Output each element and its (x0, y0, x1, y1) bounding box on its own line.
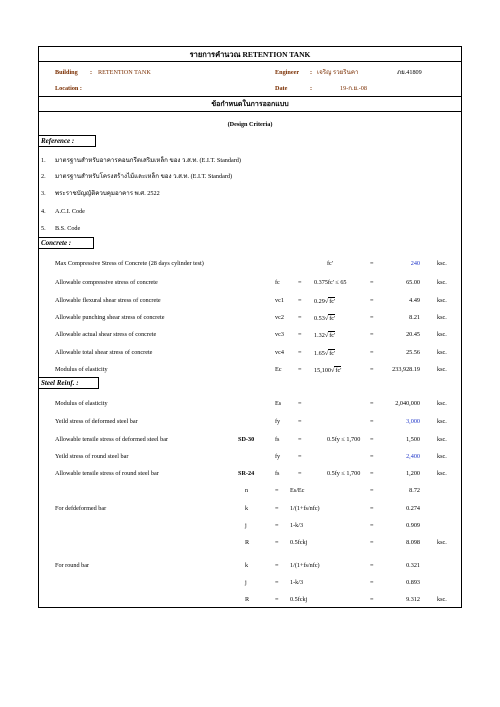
ratio-symbol: n (245, 487, 249, 494)
criteria-title-en: (Design Criteria) (227, 121, 273, 128)
divider (38, 111, 462, 112)
concrete-heading: Concrete : (38, 237, 94, 249)
concrete-symbol: Ec (275, 366, 282, 373)
divider (38, 96, 462, 97)
steel-value: 2,040,000 (395, 400, 420, 407)
steel-grade: SD-30 (238, 436, 255, 443)
steel-desc: Allowable tensile stress of round steel bar (55, 470, 159, 477)
unit-label: ksc. (437, 366, 447, 373)
sqrt-fc-term: fc' (329, 298, 336, 305)
steel-desc: Modulus of elasticity (55, 400, 108, 407)
factor-value: 8.098 (406, 539, 420, 546)
reference-heading: Reference : (38, 135, 96, 147)
sqrt-fc-term: fc' (335, 367, 342, 374)
reference-item: พระราชบัญญัติควบคุมอาคาร พ.ศ. 2522 (55, 190, 160, 197)
building-label: Building (55, 69, 78, 76)
concrete-desc: Allowable compressive stress of concrete (55, 279, 158, 286)
factor-value: 9.312 (406, 596, 420, 603)
equals-sign: = (370, 349, 374, 356)
steel-symbol: fs (275, 470, 280, 477)
equals-sign: = (298, 349, 302, 356)
equals-sign: = (298, 366, 302, 373)
concrete-formula: 15,100√fc' (314, 367, 342, 374)
steel-value: 3,000 (406, 418, 420, 425)
sheet-title: รายการคำนวณ RETENTION TANK (189, 50, 311, 59)
equals-sign: = (275, 487, 279, 494)
equals-sign: = (370, 522, 374, 529)
steel-symbol: fy (275, 418, 281, 425)
engineer-colon: : (310, 69, 313, 76)
equals-sign: = (370, 436, 374, 443)
steel-formula: 0.5fy ≤ 1,700 (327, 436, 361, 443)
building-value: RETENTION TANK (98, 69, 151, 76)
unit-label: ksc. (437, 279, 447, 286)
equals-sign: = (370, 596, 374, 603)
divider (38, 61, 462, 62)
unit-label: ksc. (437, 331, 447, 338)
equals-sign: = (298, 297, 302, 304)
reference-item: มาตรฐานสำหรับโครงสร้างไม้และเหล็ก ของ ว.ส.ท. (E.I.T. Standard) (55, 173, 233, 180)
engineer-value: เจริญ รวยรินคา (317, 69, 359, 76)
factor-symbol: j (245, 522, 247, 529)
factor-formula: 1-k/3 (290, 579, 304, 586)
factor-symbol: R (245, 539, 250, 546)
concrete-value: 20.45 (406, 331, 420, 338)
deformed-label: For defdeformed bar (55, 505, 107, 512)
engineer-label: Engineer (275, 69, 300, 76)
concrete-desc: Allowable flexural shear stress of concrete (55, 297, 161, 304)
concrete-value: 4.49 (409, 297, 420, 304)
unit-label: ksc. (437, 539, 447, 546)
steel-symbol: fs (275, 436, 280, 443)
equals-sign: = (275, 562, 279, 569)
equals-sign: = (370, 260, 374, 267)
sqrt-fc-term: fc' (329, 315, 336, 322)
unit-label: ksc. (437, 260, 447, 267)
steel-symbol: fy (275, 453, 281, 460)
unit-label: ksc. (437, 453, 447, 460)
reference-item: A.C.I. Code (55, 208, 85, 215)
concrete-value: 65.00 (406, 279, 420, 286)
concrete-desc: Allowable actual shear stress of concrete (55, 331, 157, 338)
factor-formula: 0.5fckj (290, 596, 308, 603)
equals-sign: = (275, 522, 279, 529)
building-colon: : (90, 69, 93, 76)
concrete-formula: 0.375fc' ≤ 65 (314, 279, 347, 286)
equals-sign: = (370, 453, 374, 460)
equals-sign: = (298, 436, 302, 443)
equals-sign: = (370, 539, 374, 546)
reference-item: B.S. Code (55, 225, 81, 232)
steel-value: 2,400 (406, 453, 420, 460)
factor-formula: 0.5fckj (290, 539, 308, 546)
equals-sign: = (370, 418, 374, 425)
concrete-symbol: vc1 (275, 297, 284, 304)
steel-desc: Allowable tensile stress of deformed steel bar (55, 436, 169, 443)
factor-symbol: R (245, 596, 250, 603)
factor-value: 0.274 (406, 505, 420, 512)
steel-value: 1,500 (406, 436, 420, 443)
steel-heading: Steel Reinf. : (38, 377, 99, 389)
reference-number: 5. (41, 225, 46, 232)
factor-value: 0.321 (406, 562, 420, 569)
factor-value: 0.909 (406, 522, 420, 529)
sqrt-fc-term: fc' (329, 332, 336, 339)
location-label: Location : (55, 85, 82, 92)
equals-sign: = (370, 331, 374, 338)
concrete-desc: Allowable punching shear stress of concrete (55, 314, 165, 321)
reference-number: 4. (41, 208, 46, 215)
equals-sign: = (298, 331, 302, 338)
steel-grade: SR-24 (238, 470, 255, 477)
concrete-desc: Max Compressive Stress of Concrete (28 days cylinder test) (55, 260, 204, 267)
concrete-formula: 1.65√fc' (314, 350, 336, 357)
concrete-value: 25.56 (406, 349, 420, 356)
concrete-formula: 1.32√fc' (314, 332, 336, 339)
concrete-value: 240 (410, 260, 420, 267)
concrete-formula: 0.29√fc' (314, 298, 336, 305)
concrete-value: 8.21 (409, 314, 420, 321)
unit-label: ksc. (437, 470, 447, 477)
equals-sign: = (370, 366, 374, 373)
equals-sign: = (370, 470, 374, 477)
equals-sign: = (370, 487, 374, 494)
equals-sign: = (298, 279, 302, 286)
unit-label: ksc. (437, 400, 447, 407)
round-label: For round bar (55, 562, 90, 569)
unit-label: ksc. (437, 418, 447, 425)
unit-label: ksc. (437, 436, 447, 443)
reference-number: 3. (41, 190, 46, 197)
reference-number: 1. (41, 157, 46, 164)
date-label: Date (275, 85, 288, 92)
equals-sign: = (370, 505, 374, 512)
equals-sign: = (370, 314, 374, 321)
concrete-desc: Allowable total shear stress of concrete (55, 349, 153, 356)
concrete-formula: 0.53√fc' (314, 315, 336, 322)
concrete-symbol: fc (275, 279, 280, 286)
equals-sign: = (370, 279, 374, 286)
equals-sign: = (298, 453, 302, 460)
date-value: 19-ก.ย.-08 (340, 85, 367, 92)
ratio-value: 8.72 (409, 487, 420, 494)
ratio-formula: Es/Ec (290, 487, 305, 494)
steel-value: 1,200 (406, 470, 420, 477)
concrete-symbol: vc4 (275, 349, 284, 356)
concrete-value: 233,928.19 (392, 366, 420, 373)
equals-sign: = (298, 314, 302, 321)
unit-label: ksc. (437, 596, 447, 603)
factor-formula: 1/(1+fs/nfc) (290, 562, 320, 569)
equals-sign: = (275, 539, 279, 546)
factor-symbol: k (245, 505, 249, 512)
equals-sign: = (275, 579, 279, 586)
date-colon: : (310, 85, 313, 92)
equals-sign: = (370, 400, 374, 407)
engineer-license: ภย.41809 (397, 69, 422, 76)
reference-number: 2. (41, 173, 46, 180)
unit-label: ksc. (437, 297, 447, 304)
equals-sign: = (275, 596, 279, 603)
sqrt-fc-term: fc' (329, 350, 336, 357)
steel-desc: Yeild stress of round steel bar (55, 453, 129, 460)
steel-symbol: Es (275, 400, 282, 407)
equals-sign: = (370, 579, 374, 586)
factor-symbol: k (245, 562, 249, 569)
unit-label: ksc. (437, 314, 447, 321)
equals-sign: = (298, 418, 302, 425)
criteria-title-th: ข้อกำหนดในการออกแบบ (211, 100, 289, 108)
factor-formula: 1-k/3 (290, 522, 304, 529)
equals-sign: = (370, 297, 374, 304)
equals-sign: = (275, 505, 279, 512)
unit-label: ksc. (437, 349, 447, 356)
concrete-symbol: vc3 (275, 331, 284, 338)
equals-sign: = (298, 400, 302, 407)
equals-sign: = (370, 562, 374, 569)
factor-value: 0.893 (406, 579, 420, 586)
equals-sign: = (298, 470, 302, 477)
factor-formula: 1/(1+fs/nfc) (290, 505, 320, 512)
reference-item: มาตรฐานสำหรับอาคารคอนกรีตเสริมเหล็ก ของ ว.ส.ท. (E.I.T. Standard) (55, 157, 241, 164)
steel-formula: 0.5fy ≤ 1,700 (327, 470, 361, 477)
concrete-desc: Modulus of elasticity (55, 366, 108, 373)
concrete-formula: fc' (327, 260, 333, 267)
steel-desc: Yeild stress of deformed steel bar (55, 418, 138, 425)
factor-symbol: j (245, 579, 247, 586)
concrete-symbol: vc2 (275, 314, 284, 321)
